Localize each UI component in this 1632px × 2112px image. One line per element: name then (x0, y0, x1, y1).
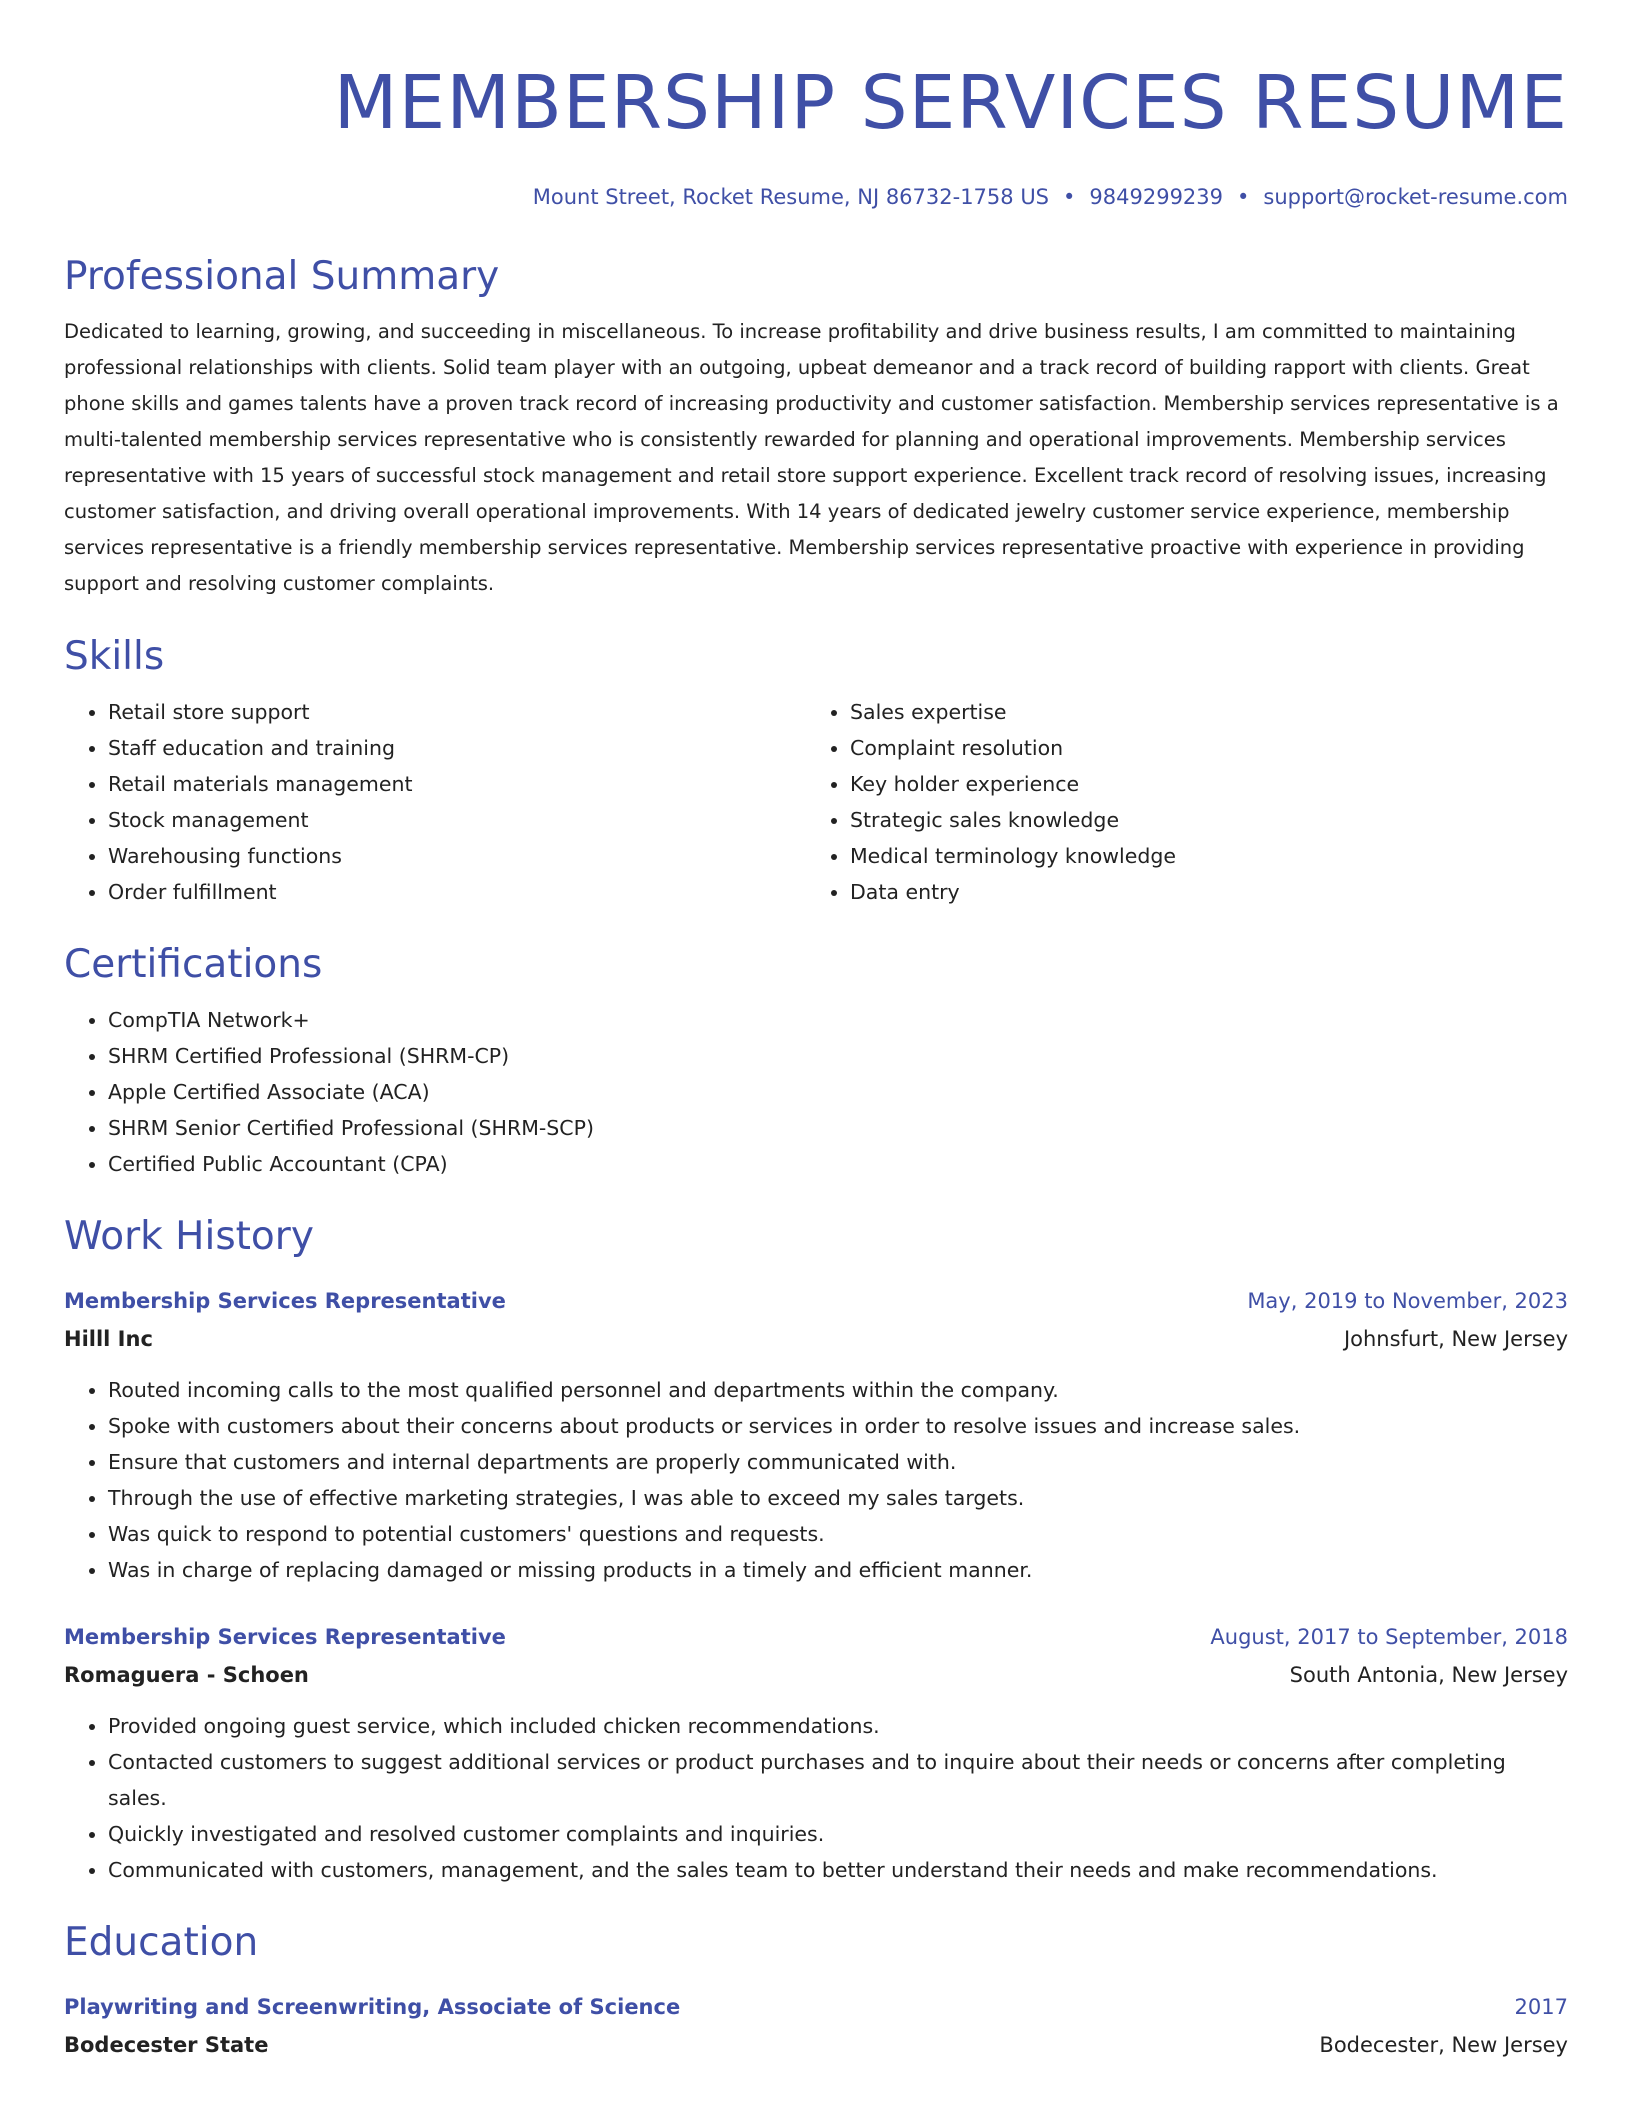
skill-item: • Retail store support (108, 694, 806, 730)
education-year: 2017 (1514, 1995, 1568, 2019)
summary-section (64, 252, 1568, 602)
education-heading: Education (64, 1920, 259, 1965)
skill-item: • Stock management (108, 802, 806, 838)
skills-section (64, 632, 1568, 910)
job-company: Hilll Inc (64, 1327, 153, 1351)
job-title-row (64, 1282, 1568, 1320)
skill-item: • Key holder experience (850, 766, 1568, 802)
job-company-row (64, 1320, 1568, 1358)
certification-item: • CompTIA Network+ (108, 1002, 1568, 1038)
resume-header (64, 48, 1568, 212)
job-bullet: • Spoke with customers about their concerns about products or services in order to resolve issues and increase sales. (108, 1408, 1568, 1444)
job-dates: May, 2019 to November, 2023 (1247, 1289, 1568, 1313)
skills-list-right (806, 694, 1568, 910)
job-entry (64, 1618, 1568, 1888)
job-title-row (64, 1618, 1568, 1656)
job-bullet: • Communicated with customers, management, and the sales team to better understand their needs and make recommendations. (108, 1852, 1568, 1888)
work-history-section (64, 1212, 1568, 1888)
skills-list-left (64, 694, 806, 910)
job-bullet: • Ensure that customers and internal departments are properly communicated with. (108, 1444, 1568, 1480)
job-bullets (64, 1708, 1568, 1888)
skill-item: • Warehousing functions (108, 838, 806, 874)
skill-item: • Strategic sales knowledge (850, 802, 1568, 838)
job-bullets (64, 1372, 1568, 1588)
certifications-heading: Certifications (64, 942, 323, 987)
job-title: Membership Services Representative (64, 1289, 506, 1313)
skills-grid (64, 694, 1568, 910)
education-school: Bodecester State (64, 2033, 269, 2057)
skill-item: • Data entry (850, 874, 1568, 910)
summary-heading: Professional Summary (64, 254, 500, 299)
job-location: Johnsfurt, New Jersey (1343, 1327, 1568, 1351)
job-bullet: • Contacted customers to suggest additional services or product purchases and to inquire about their needs or concerns after completing sales. (108, 1744, 1568, 1816)
job-bullet: • Was quick to respond to potential customers' questions and requests. (108, 1516, 1568, 1552)
contact-address: Mount Street, Rocket Resume, NJ 86732-1758 US (532, 185, 1050, 209)
summary-text: Dedicated to learning, growing, and succeeding in miscellaneous. To increase profitability and drive business results, I am committed to maintaining professional relationships with clients. Solid team player with an outgoing, upbeat demeanor and a track record of building rapport with clients. Great phone skills and games talents have a proven track record of increasing productivity and customer satisfaction. Membership services representative is a multi-talented membership services representative who is consistently rewarded for planning and operational improvements. Membership services representative with 15 years of successful stock management and retail store support experience. Excellent track record of resolving issues, increasing customer satisfaction, and driving overall operational improvements. With 14 years of dedicated jewelry customer service experience, membership services representative is a friendly membership services representative. Membership services representative proactive with experience in providing support and resolving customer complaints. (64, 320, 1559, 595)
job-dates: August, 2017 to September, 2018 (1210, 1625, 1568, 1649)
contact-line (64, 182, 1568, 212)
resume-title: MEMBERSHIP SERVICES RESUME (333, 60, 1568, 146)
certification-item: • Certified Public Accountant (CPA) (108, 1146, 1568, 1182)
education-location: Bodecester, New Jersey (1319, 2033, 1568, 2057)
work-history-heading: Work History (64, 1214, 314, 1259)
education-school-row (64, 2026, 1568, 2064)
certification-item: • Apple Certified Associate (ACA) (108, 1074, 1568, 1110)
certification-item: • SHRM Certified Professional (SHRM-CP) (108, 1038, 1568, 1074)
certifications-section (64, 940, 1568, 1182)
contact-email[interactable]: support@rocket-resume.com (1263, 185, 1568, 209)
education-section (64, 1918, 1568, 2064)
job-bullet: • Quickly investigated and resolved customer complaints and inquiries. (108, 1816, 1568, 1852)
education-entry (64, 1988, 1568, 2064)
skill-item: • Order fulfillment (108, 874, 806, 910)
skill-item: • Medical terminology knowledge (850, 838, 1568, 874)
job-bullet: • Routed incoming calls to the most qualified personnel and departments within the company. (108, 1372, 1568, 1408)
job-location: South Antonia, New Jersey (1289, 1663, 1568, 1687)
contact-phone[interactable]: 9849299239 (1089, 185, 1224, 209)
job-company: Romaguera - Schoen (64, 1663, 309, 1687)
contact-separator: • (1063, 185, 1076, 209)
education-degree: Playwriting and Screenwriting, Associate of Science (64, 1995, 681, 2019)
certifications-list (64, 1002, 1568, 1182)
contact-separator: • (1237, 185, 1250, 209)
job-company-row (64, 1656, 1568, 1694)
job-entry (64, 1282, 1568, 1588)
job-bullet: • Was in charge of replacing damaged or missing products in a timely and efficient manner. (108, 1552, 1568, 1588)
job-title: Membership Services Representative (64, 1625, 506, 1649)
education-degree-row (64, 1988, 1568, 2026)
skill-item: • Staff education and training (108, 730, 806, 766)
skill-item: • Complaint resolution (850, 730, 1568, 766)
skill-item: • Sales expertise (850, 694, 1568, 730)
certification-item: • SHRM Senior Certified Professional (SHRM-SCP) (108, 1110, 1568, 1146)
job-bullet: • Provided ongoing guest service, which included chicken recommendations. (108, 1708, 1568, 1744)
skills-heading: Skills (64, 634, 165, 679)
skill-item: • Retail materials management (108, 766, 806, 802)
job-bullet: • Through the use of effective marketing strategies, I was able to exceed my sales targets. (108, 1480, 1568, 1516)
